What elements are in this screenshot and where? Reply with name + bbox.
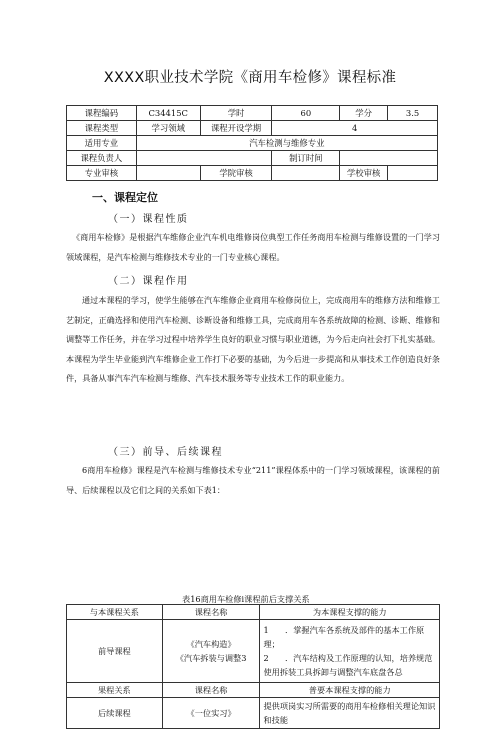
column-header: 与本课程关系: [67, 605, 163, 620]
prerequisite-label: 前导课程: [67, 620, 163, 683]
label-credits: 学分: [340, 106, 388, 121]
paragraph: 《商用车检修》是根据汽车维修企业汽车机电维修岗位典型工作任务商用车检测与维修设置的一门学习领域课程，是汽车检测与维修技术专业的一门专业核心课程。: [66, 232, 440, 262]
list-item: 《汽车构造》: [186, 639, 236, 649]
value-hours: 60: [272, 106, 340, 121]
value-course-lead: [136, 151, 272, 166]
value-major: 汽车检测与维修专业: [136, 136, 437, 151]
value-school-review: [388, 166, 438, 181]
section-heading: 一、课程定位: [92, 191, 158, 204]
label-hours: 学时: [200, 106, 272, 121]
list-item: 1 ．掌握汽车各系统及部件的基本工作原理；: [263, 625, 425, 649]
label-date: 制订时间: [272, 151, 340, 166]
prerequisite-abilities: [260, 620, 440, 683]
table-row: [67, 698, 440, 729]
value-course-code: C34415C: [136, 106, 200, 121]
label-college-review: 学院审核: [200, 166, 272, 181]
course-relation-table: [66, 604, 440, 729]
column-header: 课程名称: [162, 605, 260, 620]
followup-course: 《一位实习》: [162, 698, 260, 729]
label-course-type: 课程类型: [67, 121, 137, 136]
subsection-heading: （二）课程作用: [108, 276, 189, 287]
table-row: [67, 683, 440, 698]
table-row: [67, 166, 438, 181]
value-date: [340, 151, 438, 166]
column-header: 果程关系: [67, 683, 163, 698]
label-course-lead: 课程负责人: [67, 151, 137, 166]
table-row: [67, 151, 438, 166]
table-row: [67, 605, 440, 620]
paragraph: 通过本课程的学习，使学生能够在汽车维修企业商用车检修岗位上，完成商用车的维修方法和维修工艺制定，正确选择和使用汽车检测、诊断设备和维修工具，完成商用车各系统故障的检测、诊断、维修和调整等工作任务，并在学习过程中培养学生良好的职业习惯与职业道德，为今后走向社会打下扎实基础。本课程为学生毕业能到汽车维修企业工作打下必要的基础，为今后进一步提高和从事技术工作创造良好条件，具备从事汽车汽车检测与维修、汽车技术服务等专业技术工作的职业能力。: [66, 295, 440, 383]
column-header: 为本课程支撑的能力: [260, 605, 440, 620]
value-credits: 3.5: [388, 106, 438, 121]
list-item: 2 ．汽车结构及工作原理的认知，培养规范使用拆装工具拆卸与调整汽车底盘各总: [263, 653, 433, 677]
label-school-review: 学校审核: [340, 166, 388, 181]
prerequisite-courses: [162, 620, 260, 683]
followup-ability: 提供项岗实习所需要的商用车检修相关理论知识和技能: [260, 698, 440, 729]
list-item: 《汽车拆装与调整3: [175, 653, 247, 663]
column-header: 课程名称: [162, 683, 260, 698]
subsection-heading: （一）课程性质: [108, 214, 189, 225]
column-header: 普要本课程支撑的能力: [260, 683, 440, 698]
value-course-type: 学习领域: [136, 121, 200, 136]
value-college-review: [272, 166, 340, 181]
table-row: [67, 121, 438, 136]
course-info-table: [66, 105, 438, 181]
table-caption: 表16商用车检修i课程前后支撑关系: [182, 594, 310, 604]
label-course-code: 课程编码: [67, 106, 137, 121]
label-major-review: 专业审核: [67, 166, 137, 181]
value-major-review: [136, 166, 200, 181]
table-row: [67, 620, 440, 683]
table-row: [67, 106, 438, 121]
subsection-heading: （三）前导、后续课程: [108, 447, 223, 458]
label-major: 适用专业: [67, 136, 137, 151]
paragraph: 6商用车检修》课程是汽车检测与维修技术专业“211”课程体系中的一门学习领域课程，该课程的前导、后续课程以及它们之间的关系如下表1：: [66, 465, 440, 495]
label-semester: 课程开设学期: [200, 121, 272, 136]
followup-label: 后续课程: [67, 698, 163, 729]
table-row: [67, 136, 438, 151]
page-title: XXXX职业技术学院《商用车检修》课程标准: [103, 70, 397, 86]
value-semester: 4: [272, 121, 438, 136]
